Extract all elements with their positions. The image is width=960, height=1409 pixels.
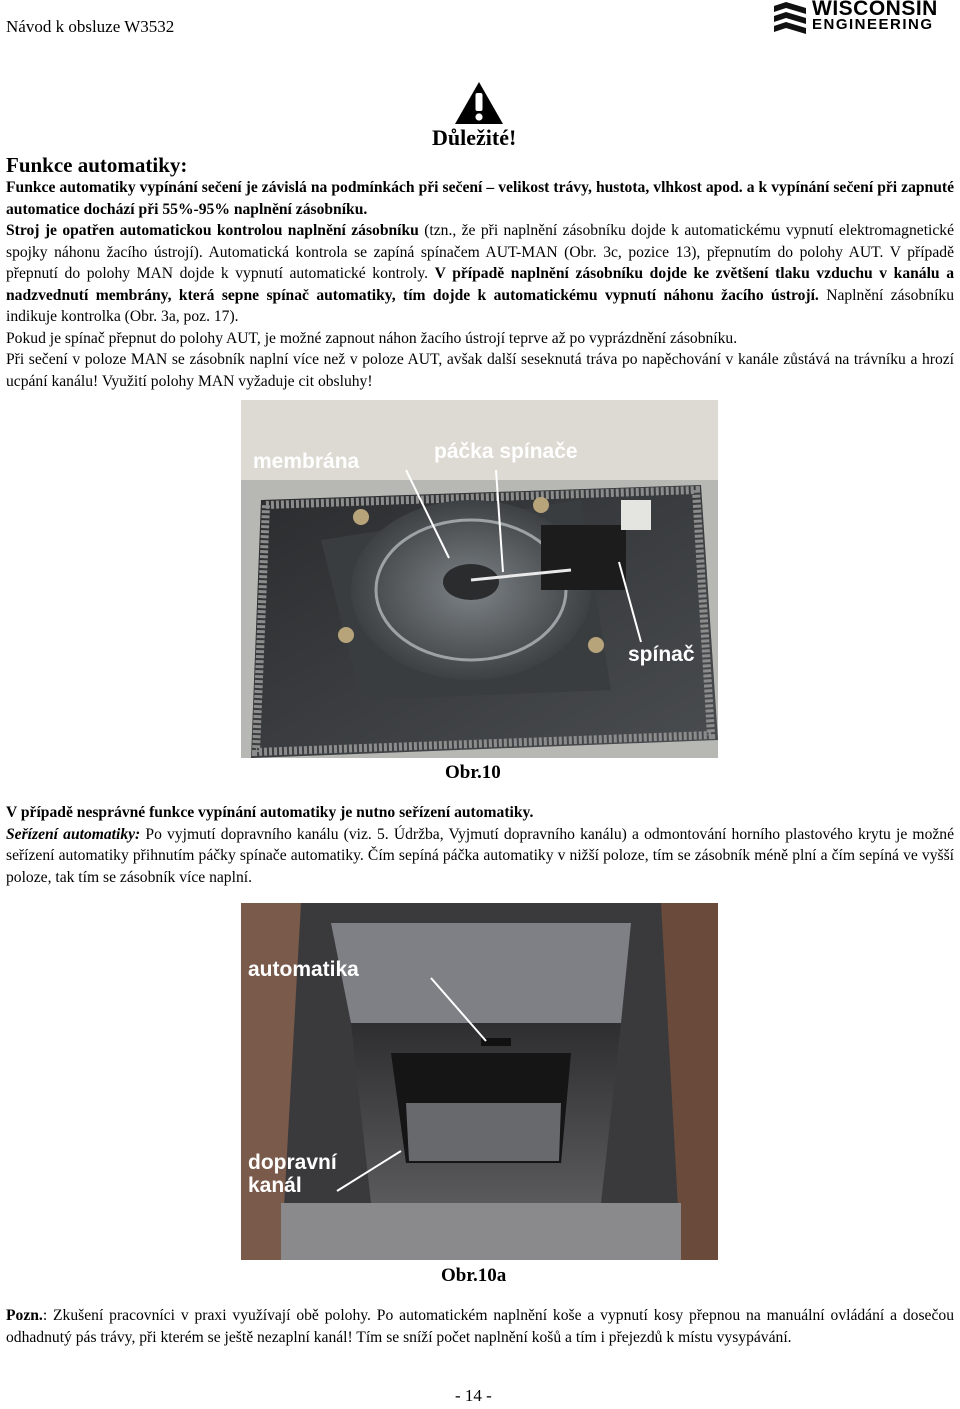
practice-note <box>6 1305 954 1348</box>
figure1-caption: Obr.10 <box>445 762 501 783</box>
channel-photo-illustration <box>241 903 718 1260</box>
note-text: : Zkušení pracovníci v praxi využívají obě polohy. Po automatickém naplnění koše a vypnutí kosy přepnou na manuální ovládání a dosečou odhadnutý pás trávy, při kterém se ještě nezaplní kanál! Tím se sníží počet naplnění košů a tím i přejezdů k místu vysypávání. <box>6 1307 954 1346</box>
wisconsin-logo <box>772 0 938 38</box>
automatics-detail: Stroj je opatřen automatickou kontrolou naplnění zásobníku (tzn., že při naplnění zásobníku dojde k automatickému vypnutí elektromagnetické spojky náhonu žacího ústrojí). Automatická kontrola se zapíná spínačem AUT-MAN (Obr. 3c, pozice 13), přepnutím do polohy AUT. V případě přepnutí do polohy MAN dojde k vypnutí automatické kontroly. V případě naplnění zásobníku dojde ke zvětšení tlaku vzduchu v kanálu a nadzvednutí membrány, která sepne spínač automatiky, tím dojde k automatickému vypnutí náhonu žacího ústrojí. Naplnění zásobníku indikuje kontrolka (Obr. 3a, poz. 17). <box>6 222 955 325</box>
note-label: Pozn. <box>6 1307 43 1324</box>
figure2-caption: Obr.10a <box>441 1265 507 1286</box>
label-automatics: automatika <box>248 958 359 981</box>
adjustment-description <box>6 802 954 888</box>
figure-channel-photo <box>241 903 718 1260</box>
logo-text-line2: ENGINEERING <box>812 16 934 33</box>
adjustment-instructions: Seřízení automatiky: Po vyjmutí dopravního kanálu (viz. 5. Údržba, Vyjmutí dopravního kanálu) a odmontování horního plastového krytu je možné seřízení automatiky přihnutím páčky spínače automatiky. Čím sepíná páčka automatiky v nižší poloze, tím se zásobník méně plní a čím sepíná ve vyšší poloze, tak tím se zásobník více naplní. <box>6 825 955 886</box>
logo-text-line1: WISCONSIN <box>812 0 938 20</box>
aut-note: Pokud je spínač přepnut do polohy AUT, je možné zapnout náhon žacího ústrojí teprve až po vyprázdnění zásobníku. <box>6 329 738 347</box>
logo-mark-icon <box>772 2 808 36</box>
document-title: Návod k obsluze W3532 <box>6 17 175 36</box>
man-note: Při sečení v poloze MAN se zásobník naplní více než v poloze AUT, avšak další seseknutá tráva po napěchování v kanále zůstává na trávníku a hrozí ucpání kanálu! Využití polohy MAN vyžaduje cit obsluhy! <box>6 351 954 390</box>
figure-membrane-photo <box>241 400 718 758</box>
label-switch: spínač <box>628 643 695 666</box>
adjustment-warning: V případě nesprávné funkce vypínání automatiky je nutno seřízení automatiky. <box>6 804 534 821</box>
warning-triangle-icon <box>453 80 505 126</box>
label-channel: dopravní kanál <box>248 1151 337 1197</box>
automatics-intro: Funkce automatiky vypínání sečení je závislá na podmínkách při sečení – velikost trávy, hustota, vlhkost apod. a k vypínání sečení při zapnuté automatice dochází při 55%-95% naplnění zásobníku. <box>6 179 954 218</box>
page-number: - 14 - <box>455 1386 492 1405</box>
section-title: Funkce automatiky: <box>6 153 188 177</box>
label-membrane: membrána <box>253 450 360 473</box>
automatics-description <box>6 177 954 392</box>
label-switch-lever: páčka spínače <box>434 440 578 463</box>
important-label: Důležité! <box>432 125 517 150</box>
